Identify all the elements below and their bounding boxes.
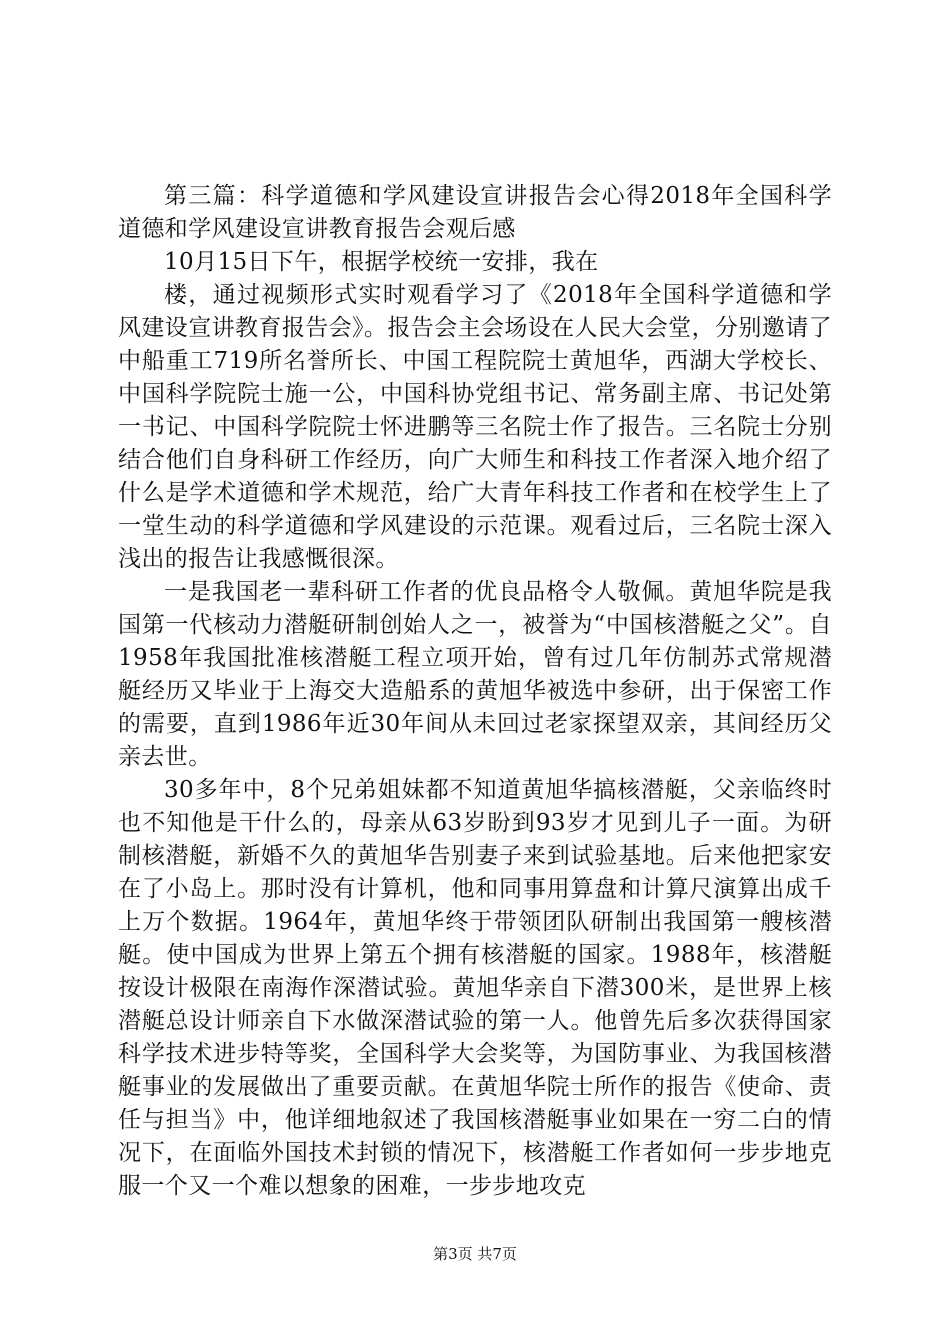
document-title: 第三篇：科学道德和学风建设宣讲报告会心得2018年全国科学道德和学风建设宣讲教育报告会观后感 <box>118 183 832 242</box>
document-body <box>118 180 832 1203</box>
paragraph-point-one: 一是我国老一辈科研工作者的优良品格令人敬佩。黄旭华院是我国第一代核动力潜艇研制创始人之一，被誉为“中国核潜艇之父”。自1958年我国批准核潜艇工程立项开始，曾有过几年仿制苏式常规潜艇经历又毕业于上海交大造船系的黄旭华被选中参研，出于保密工作的需要，直到1986年近30年间从未回过老家探望双亲，其间经历父亲去世。 <box>118 579 832 770</box>
paragraph-thirty-years: 30多年中，8个兄弟姐妹都不知道黄旭华搞核潜艇，父亲临终时也不知他是干什么的，母亲从63岁盼到93岁才见到儿子一面。为研制核潜艇，新婚不久的黄旭华告别妻子来到试验基地。后来他把家安在了小岛上。那时没有计算机，他和同事用算盘和计算尺演算出成千上万个数据。1964年，黄旭华终于带领团队研制出我国第一艘核潜艇。使中国成为世界上第五个拥有核潜艇的国家。1988年，核潜艇按设计极限在南海作深潜试验。黄旭华亲自下潜300米，是世界上核潜艇总设计师亲自下水做深潜试验的第一人。他曾先后多次获得国家科学技术进步特等奖，全国科学大会奖等，为国防事业、为我国核潜艇事业的发展做出了重要贡献。在黄旭华院士所作的报告《使命、责任与担当》中，他详细地叙述了我国核潜艇事业如果在一穷二白的情况下，在面临外国技术封锁的情况下，核潜艇工作者如何一步步地克服一个又一个难以想象的困难，一步步地攻克 <box>118 777 832 1199</box>
paragraph-report: 楼，通过视频形式实时观看学习了《2018年全国科学道德和学风建设宣讲教育报告会》。报告会主会场设在人民大会堂，分别邀请了中船重工719所名誉所长、中国工程院院士黄旭华，西湖大学校长、中国科学院院士施一公，中国科协党组书记、常务副主席、书记处第一书记、中国科学院院士怀进鹏等三名院士作了报告。三名院士分别结合他们自身科研工作经历，向广大师生和科技工作者深入地介绍了什么是学术道德和学术规范，给广大青年科技工作者和在校学生上了一堂生动的科学道德和学风建设的示范课。观看过后，三名院士深入浅出的报告让我感慨很深。 <box>118 282 832 572</box>
page-number-footer: 第3页 共7页 <box>433 1245 517 1263</box>
paragraph-intro: 10月15日下午，根据学校统一安排，我在 <box>164 249 599 275</box>
